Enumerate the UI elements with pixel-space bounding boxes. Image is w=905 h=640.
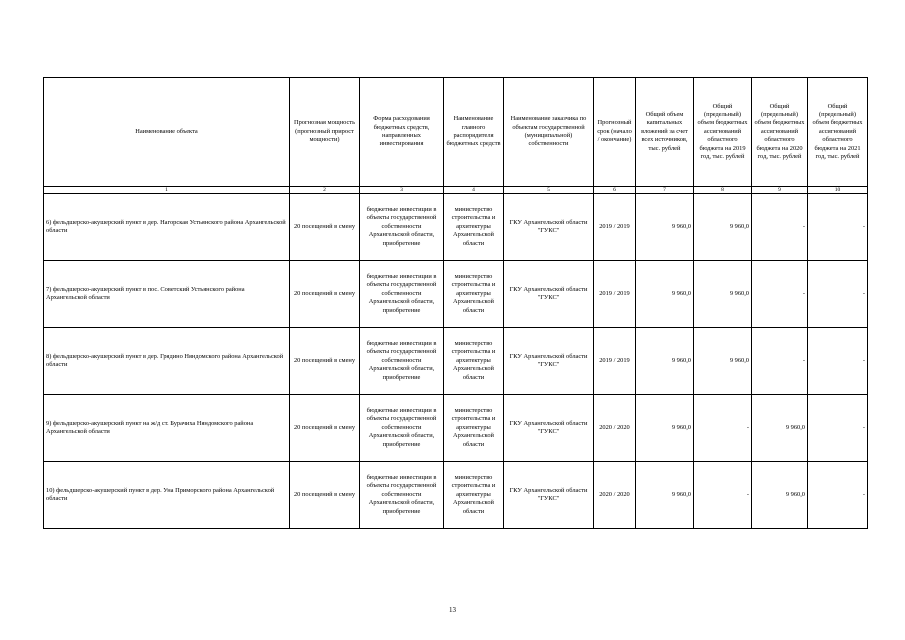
budget-2020-cell: 9 960,0 [752, 395, 808, 462]
budget-2021-cell: - [808, 395, 868, 462]
capacity-cell: 20 посещений в смену [290, 328, 360, 395]
customer-cell: ГКУ Архангельской области "ГУКС" [504, 328, 594, 395]
budget-manager-cell: министерство строительства и архитектуры Архангельской области [444, 261, 504, 328]
budget-2021-cell: - [808, 194, 868, 261]
object-name-cell: 8) фельдшерско-акушерский пункт в дер. Грядино Няндомского района Архангельской области [44, 328, 290, 395]
customer-cell: ГКУ Архангельской области "ГУКС" [504, 261, 594, 328]
table-row [44, 261, 868, 328]
budget-2021-cell: - [808, 328, 868, 395]
table-header-row [44, 78, 868, 187]
header-expenditure-form: Форма расходования бюджетных средств, направленных инвестирования [360, 78, 444, 187]
object-name-cell: 6) фельдшерско-акушерский пункт в дер. Нагорская Устьянского района Архангельской области [44, 194, 290, 261]
column-number-row [44, 187, 868, 194]
capacity-cell: 20 посещений в смену [290, 395, 360, 462]
customer-cell: ГКУ Архангельской области "ГУКС" [504, 395, 594, 462]
budget-2021-cell: - [808, 261, 868, 328]
header-budget-manager: Наименование главного распорядителя бюджетных средств [444, 78, 504, 187]
capacity-cell: 20 посещений в смену [290, 194, 360, 261]
investment-objects-table [43, 77, 868, 529]
budget-2020-cell: - [752, 194, 808, 261]
column-number: 5 [504, 187, 594, 194]
table-row [44, 462, 868, 529]
capacity-cell: 20 посещений в смену [290, 462, 360, 529]
column-number: 8 [694, 187, 752, 194]
total-investment-cell: 9 960,0 [636, 194, 694, 261]
total-investment-cell: 9 960,0 [636, 462, 694, 529]
term-cell: 2020 / 2020 [594, 462, 636, 529]
header-capacity: Прогнозная мощность (прогнозный прирост мощности) [290, 78, 360, 187]
header-total-investment: Общий объем капитальных вложений за счет всех источников, тыс. рублей [636, 78, 694, 187]
budget-2019-cell: 9 960,0 [694, 194, 752, 261]
capacity-cell: 20 посещений в смену [290, 261, 360, 328]
header-budget-2020: Общий (предельный) объем бюджетных ассигнований областного бюджета на 2020 год, тыс. рублей [752, 78, 808, 187]
budget-2021-cell: - [808, 462, 868, 529]
term-cell: 2019 / 2019 [594, 194, 636, 261]
budget-manager-cell: министерство строительства и архитектуры Архангельской области [444, 194, 504, 261]
total-investment-cell: 9 960,0 [636, 395, 694, 462]
budget-2020-cell: - [752, 328, 808, 395]
budget-2019-cell: 9 960,0 [694, 261, 752, 328]
budget-2020-cell: 9 960,0 [752, 462, 808, 529]
expenditure-form-cell: бюджетные инвестиции в объекты государственной собственности Архангельской области, приобретение [360, 194, 444, 261]
total-investment-cell: 9 960,0 [636, 261, 694, 328]
table-row [44, 395, 868, 462]
budget-2019-cell: 9 960,0 [694, 328, 752, 395]
budget-2019-cell: - [694, 462, 752, 529]
object-name-cell: 10) фельдшерско-акушерский пункт в дер. Уна Приморского района Архангельской области [44, 462, 290, 529]
object-name-cell: 7) фельдшерско-акушерский пункт в пос. Советский Устьянского района Архангельской области [44, 261, 290, 328]
object-name-cell: 9) фельдшерско-акушерский пункт на ж/д ст. Бурачиха Няндомского района Архангельской области [44, 395, 290, 462]
expenditure-form-cell: бюджетные инвестиции в объекты государственной собственности Архангельской области, приобретение [360, 328, 444, 395]
column-number: 6 [594, 187, 636, 194]
budget-manager-cell: министерство строительства и архитектуры Архангельской области [444, 328, 504, 395]
page-number: 13 [449, 606, 456, 614]
column-number: 7 [636, 187, 694, 194]
header-term: Прогнозный срок (начало / окончание) [594, 78, 636, 187]
budget-2020-cell: - [752, 261, 808, 328]
column-number: 10 [808, 187, 868, 194]
customer-cell: ГКУ Архангельской области "ГУКС" [504, 194, 594, 261]
budget-2019-cell: - [694, 395, 752, 462]
column-number: 1 [44, 187, 290, 194]
budget-manager-cell: министерство строительства и архитектуры Архангельской области [444, 462, 504, 529]
column-number: 3 [360, 187, 444, 194]
column-number: 9 [752, 187, 808, 194]
header-object-name: Наименование объекта [44, 78, 290, 187]
budget-manager-cell: министерство строительства и архитектуры Архангельской области [444, 395, 504, 462]
term-cell: 2019 / 2019 [594, 261, 636, 328]
header-budget-2021: Общий (предельный) объем бюджетных ассигнований областного бюджета на 2021 год, тыс. рублей [808, 78, 868, 187]
term-cell: 2019 / 2019 [594, 328, 636, 395]
expenditure-form-cell: бюджетные инвестиции в объекты государственной собственности Архангельской области, приобретение [360, 462, 444, 529]
header-budget-2019: Общий (предельный) объем бюджетных ассигнований областного бюджета на 2019 год, тыс. рублей [694, 78, 752, 187]
term-cell: 2020 / 2020 [594, 395, 636, 462]
table-row [44, 328, 868, 395]
total-investment-cell: 9 960,0 [636, 328, 694, 395]
column-number: 4 [444, 187, 504, 194]
header-customer: Наименование заказчика по объектам государственной (муниципальной) собственности [504, 78, 594, 187]
customer-cell: ГКУ Архангельской области "ГУКС" [504, 462, 594, 529]
expenditure-form-cell: бюджетные инвестиции в объекты государственной собственности Архангельской области, приобретение [360, 395, 444, 462]
expenditure-form-cell: бюджетные инвестиции в объекты государственной собственности Архангельской области, приобретение [360, 261, 444, 328]
table-row [44, 194, 868, 261]
column-number: 2 [290, 187, 360, 194]
